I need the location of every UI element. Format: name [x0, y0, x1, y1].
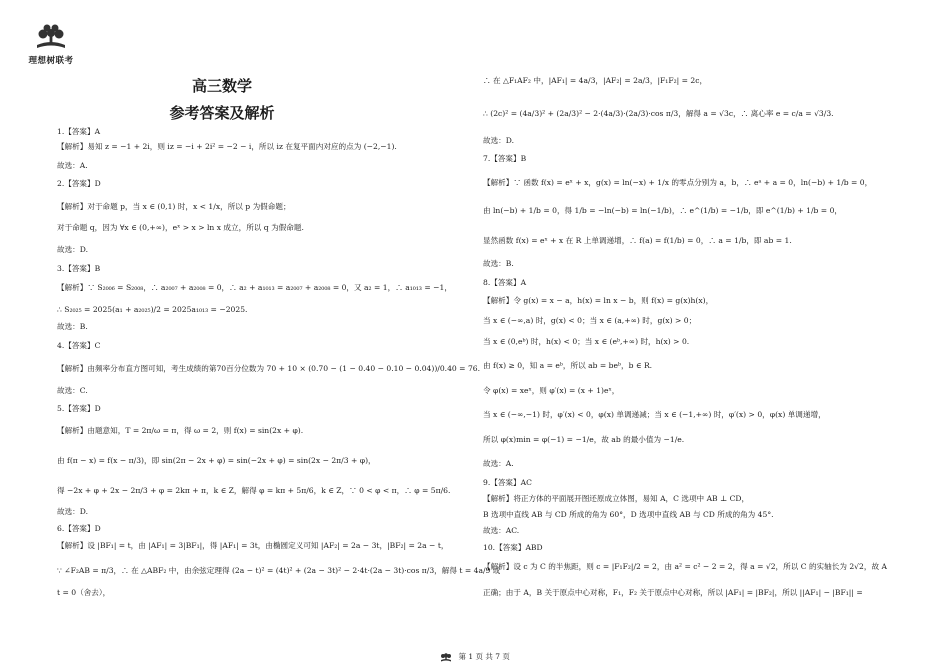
text-line: B 选项中直线 AB 与 CD 所成的角为 60°，D 选项中直线 AB 与 CD 所成的角为 45°.: [483, 510, 774, 519]
text-line: ∵ ∠F₂AB = π/3，∴ 在 △ABF₂ 中，由余弦定理得 (2a − t)² = (4t)² + (2a − 3t)² − 2·4t·(2a − 3t)·cos π/3，解得 t = 4a/9 或: [57, 566, 501, 575]
text-line: 8.【答案】A: [483, 278, 527, 287]
text-line: 故选：B.: [483, 259, 514, 268]
text-line: 由 f(x) ≥ 0，知 a = eᵇ，所以 ab = beᵇ，b ∈ R.: [483, 361, 653, 370]
page-subtitle: 参考答案及解析: [169, 104, 275, 122]
text-line: 【解析】设 |BF₁| = t，由 |AF₁| = 3|BF₁|，得 |AF₁| = 3t，由椭圆定义可知 |AF₂| = 2a − 3t，|BF₂| = 2a − t，: [57, 541, 449, 550]
logo-text: 理想树联考: [28, 56, 74, 66]
text-line: 得 −2x + φ + 2x − 2π/3 + φ = 2kπ + π，k ∈ Z，解得 φ = kπ + 5π/6，k ∈ Z，∵ 0 < φ < π，∴ φ = 5π/6.: [57, 486, 451, 495]
text-line: 由 ln(−b) + 1/b = 0，得 1/b = −ln(−b) = ln(−1/b)，∴ e^(1/b) = −1/b，即 e^(1/b) + 1/b = 0，: [483, 206, 842, 215]
text-line: 当 x ∈ (−∞,−1) 时，φ′(x) < 0，φ(x) 单调递减；当 x ∈ (−1,+∞) 时，φ′(x) > 0，φ(x) 单调递增，: [483, 410, 826, 419]
text-line: 故选：A.: [57, 161, 88, 170]
page-title: 高三数学: [191, 77, 252, 95]
text-line: 故选：D.: [483, 136, 515, 145]
text-line: t = 0（舍去），: [57, 588, 111, 597]
logo: [14, 24, 88, 66]
text-line: 【解析】将正方体的平面展开图还原成立体图，易知 A，C 选项中 AB ⊥ CD，: [483, 494, 750, 503]
text-line: 故选：C.: [57, 386, 88, 395]
text-line: 【解析】设 c 为 C 的半焦距，则 c = |F₁F₂|/2 = 2，由 a² = c² − 2 = 2，得 a = √2，所以 C 的实轴长为 2√2，故 A: [483, 562, 887, 571]
text-line: 10.【答案】ABD: [483, 543, 543, 552]
text-line: ∴ S₂₀₂₅ = 2025(a₁ + a₂₀₂₅)/2 = 2025a₁₀₁₃ = −2025.: [57, 305, 248, 314]
text-line: 6.【答案】D: [57, 524, 101, 533]
text-line: 正确；由于 A，B 关于原点中心对称，F₁，F₂ 关于原点中心对称，所以 |AF₁| = |BF₂|，所以 ||AF₁| − |BF₁|| =: [483, 588, 863, 597]
text-line: 显然函数 f(x) = eˣ + x 在 R 上单调递增，∴ f(a) = f(1/b) = 0，∴ a = 1/b，即 ab = 1.: [483, 236, 792, 245]
tree-footer-icon: [440, 652, 452, 662]
text-line: 由 f(π − x) = f(x − π/3)，即 sin(2π − 2x + φ) = sin(−2x + φ) = sin(2x − 2π/3 + φ)，: [57, 456, 376, 465]
text-line: 【解析】由题意知，T = 2π/ω = π，得 ω = 2，则 f(x) = sin(2x + φ).: [57, 426, 304, 435]
text-line: 令 φ(x) = xeˣ，则 φ′(x) = (x + 1)eˣ，: [483, 386, 620, 395]
text-line: 【解析】∵ 函数 f(x) = eˣ + x，g(x) = ln(−x) + 1/x 的零点分别为 a，b，∴ eᵃ + a = 0，ln(−b) + 1/b = 0，: [483, 178, 873, 187]
text-line: 故选：D.: [57, 245, 89, 254]
text-line: 【解析】令 g(x) = x − a，h(x) = ln x − b，则 f(x) = g(x)h(x)，: [483, 296, 714, 305]
page-footer: [0, 651, 950, 662]
text-line: 1.【答案】A: [57, 127, 101, 136]
text-line: ∴ (2c)² = (4a/3)² + (2a/3)² − 2·(4a/3)·(2a/3)·cos π/3，解得 a = √3c，∴ 离心率 e = c/a = √3/3.: [483, 109, 834, 118]
text-line: ∴ 在 △F₁AF₂ 中，|AF₁| = 4a/3，|AF₂| = 2a/3，|F₁F₂| = 2c，: [483, 76, 708, 85]
text-line: 9.【答案】AC: [483, 478, 532, 487]
text-line: 【解析】易知 z = −1 + 2i，则 iz = −i + 2i² = −2 − i，所以 iz 在复平面内对应的点为 (−2,−1).: [57, 142, 397, 151]
text-line: 2.【答案】D: [57, 179, 101, 188]
text-line: 当 x ∈ (0,eᵇ) 时，h(x) < 0；当 x ∈ (eᵇ,+∞) 时，h(x) > 0.: [483, 337, 690, 346]
text-line: 【解析】对于命题 p，当 x ∈ (0,1) 时，x < 1/x，所以 p 为假命题；: [57, 202, 291, 211]
text-line: 3.【答案】B: [57, 264, 101, 273]
text-line: 对于命题 q，因为 ∀x ∈ (0,+∞)，eˣ > x > ln x 成立，所以 q 为假命题.: [57, 223, 304, 232]
text-line: 4.【答案】C: [57, 341, 101, 350]
text-line: 故选：B.: [57, 322, 88, 331]
page-number: 第 1 页 共 7 页: [458, 652, 510, 661]
text-line: 【解析】由频率分布直方图可知，考生成绩的第70百分位数为 70 + 10 × (0.70 − (1 − 0.40 − 0.10 − 0.04))/0.40 = 76.: [57, 364, 481, 373]
tree-logo-icon: [34, 24, 68, 52]
text-line: 7.【答案】B: [483, 154, 527, 163]
text-line: 【解析】∵ S₂₀₀₆ = S₂₀₀₈，∴ a₂₀₀₇ + a₂₀₀₈ = 0，∴ a₂ + a₁₀₁₃ = a₂₀₀₇ + a₂₀₀₈ = 0，又 a₂ = 1，∴ a₁₀₁₃ = −1，: [57, 283, 452, 292]
text-line: 当 x ∈ (−∞,a) 时，g(x) < 0；当 x ∈ (a,+∞) 时，g(x) > 0；: [483, 316, 697, 325]
text-line: 故选：A.: [483, 459, 514, 468]
text-line: 故选：AC.: [483, 526, 520, 535]
text-line: 5.【答案】D: [57, 404, 101, 413]
text-line: 故选：D.: [57, 507, 89, 516]
text-line: 所以 φ(x)min = φ(−1) = −1/e，故 ab 的最小值为 −1/e.: [483, 435, 685, 444]
